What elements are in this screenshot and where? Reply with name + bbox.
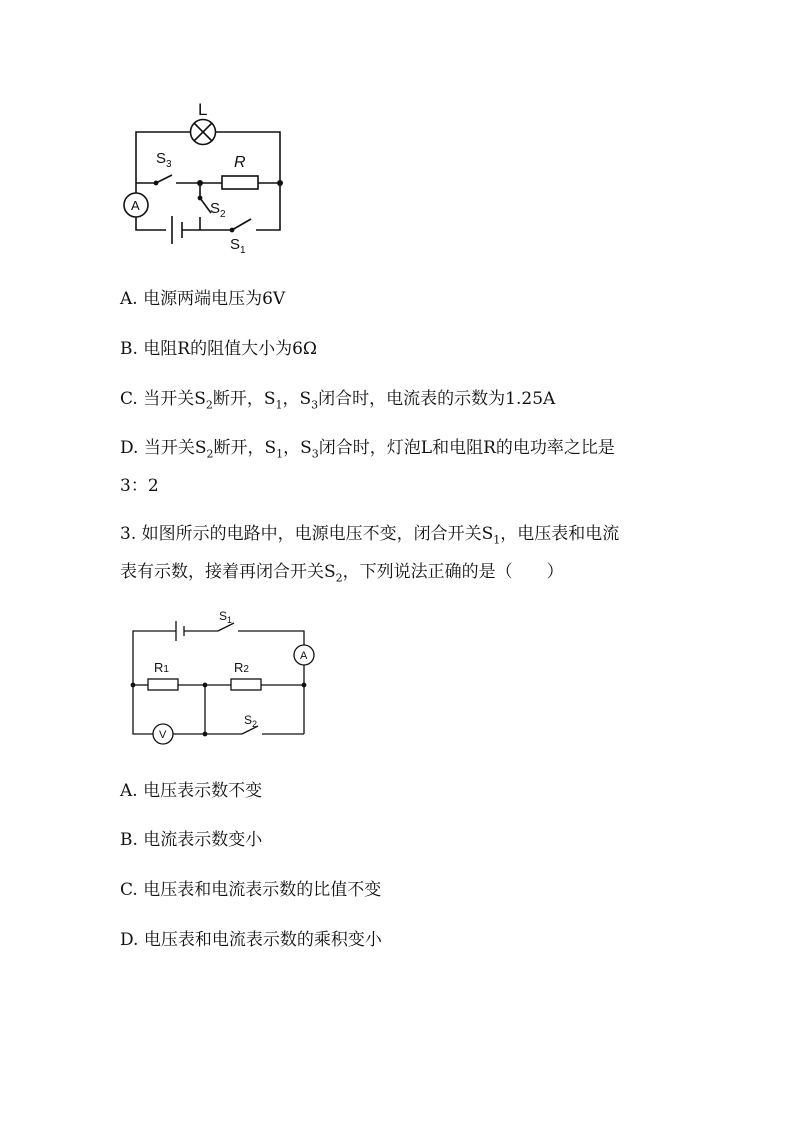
q3-option-d: D. 电压表和电流表示数的乘积变小 <box>120 930 382 950</box>
s1-label: $S_1$ <box>230 236 246 256</box>
q3-option-c: C. 电压表和电流表示数的比值不变 <box>120 880 382 900</box>
switch-s1-blade <box>232 219 251 230</box>
q2-option-a: A. 电源两端电压为6V <box>120 289 286 309</box>
ammeter-label: A <box>131 198 140 213</box>
circuit-diagram-2 <box>120 600 320 750</box>
s3-label: $S_3$ <box>156 150 172 170</box>
s2-label: $S_2$ <box>244 713 258 729</box>
s2-label: $S_2$ <box>210 200 226 220</box>
q2-option-c: C. 当开关$S_2$断开，$S_1$，$S_3$闭合时，电流表的示数为1.25A <box>120 389 556 412</box>
ammeter-label: A <box>300 650 308 662</box>
q2-option-d-continued: 3：2 <box>120 476 159 496</box>
q3-option-b: B. 电流表示数变小 <box>120 830 263 850</box>
r1-label: R1 <box>154 660 169 675</box>
q2-option-d: D. 当开关$S_2$断开，$S_1$，$S_3$闭合时，灯泡L和电阻R的电功率之比是 <box>120 438 615 461</box>
voltmeter-label: V <box>159 729 167 741</box>
r2-label: R2 <box>234 660 249 675</box>
resistor-r1 <box>148 679 178 690</box>
q3-option-a: A. 电压表示数不变 <box>120 781 263 801</box>
q3-stem-line-2: 表有示数，接着再闭合开关$S_2$，下列说法正确的是（ ） <box>120 562 564 585</box>
lamp-label: L <box>198 100 208 119</box>
circuit-diagram-1 <box>110 95 310 265</box>
r-label: R <box>234 154 246 171</box>
q3-stem-line-1: 3. 如图所示的电路中，电源电压不变，闭合开关$S_1$，电压表和电流 <box>120 524 620 547</box>
q2-option-b: B. 电阻R的阻值大小为6Ω <box>120 339 318 359</box>
switch-s3-blade <box>156 175 172 183</box>
resistor-r <box>222 176 258 189</box>
s1-label: $S_1$ <box>219 609 233 625</box>
resistor-r2 <box>231 679 261 690</box>
